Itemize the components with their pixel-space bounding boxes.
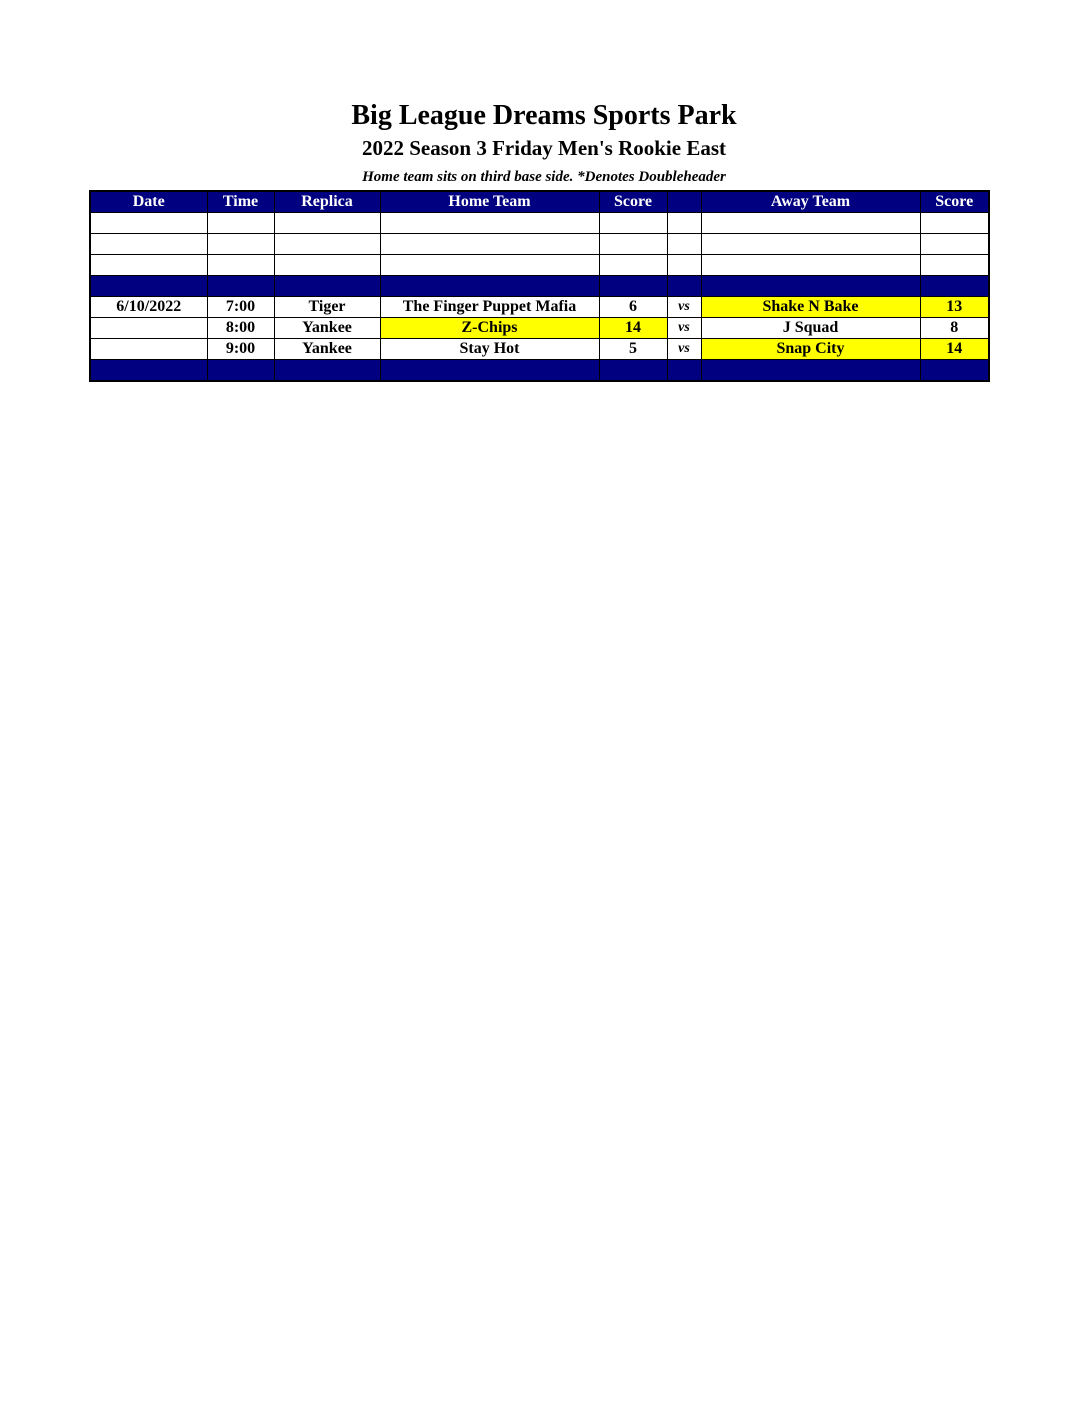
- empty-row: [90, 234, 989, 255]
- separator-row: [90, 276, 989, 297]
- empty-cell: [380, 255, 599, 276]
- empty-cell: [274, 255, 380, 276]
- empty-row: [90, 213, 989, 234]
- column-header-home-score: Score: [599, 191, 667, 213]
- game-date: [90, 318, 207, 339]
- column-header-away-score: Score: [920, 191, 989, 213]
- page-subtitle: 2022 Season 3 Friday Men's Rookie East: [361, 136, 726, 160]
- empty-cell: [920, 213, 989, 234]
- empty-cell: [667, 213, 701, 234]
- empty-cell: [599, 213, 667, 234]
- column-header-vs: [667, 191, 701, 213]
- home-score: 14: [599, 318, 667, 339]
- game-row: [90, 318, 989, 339]
- column-header-replica: Replica: [274, 191, 380, 213]
- empty-cell: [920, 234, 989, 255]
- game-time: 7:00: [207, 297, 274, 318]
- game-date: 6/10/2022: [90, 297, 207, 318]
- away-team: Shake N Bake: [701, 297, 920, 318]
- game-row: [90, 297, 989, 318]
- vs-label: vs: [667, 339, 701, 360]
- empty-cell: [701, 234, 920, 255]
- away-team: J Squad: [701, 318, 920, 339]
- game-time: 9:00: [207, 339, 274, 360]
- separator-row: [90, 360, 989, 382]
- game-replica: Yankee: [274, 318, 380, 339]
- empty-row: [90, 255, 989, 276]
- home-score: 6: [599, 297, 667, 318]
- empty-cell: [274, 234, 380, 255]
- empty-cell: [207, 255, 274, 276]
- away-team: Snap City: [701, 339, 920, 360]
- empty-cell: [380, 234, 599, 255]
- away-score: 8: [920, 318, 989, 339]
- column-header-away-team: Away Team: [701, 191, 920, 213]
- page-title: Big League Dreams Sports Park: [351, 100, 737, 131]
- home-team: Stay Hot: [380, 339, 599, 360]
- empty-cell: [701, 255, 920, 276]
- empty-cell: [701, 213, 920, 234]
- empty-cell: [667, 255, 701, 276]
- column-header-home-team: Home Team: [380, 191, 599, 213]
- away-score: 13: [920, 297, 989, 318]
- empty-cell: [90, 213, 207, 234]
- empty-cell: [667, 234, 701, 255]
- empty-cell: [207, 234, 274, 255]
- schedule-table: [89, 190, 990, 382]
- game-replica: Tiger: [274, 297, 380, 318]
- empty-cell: [599, 255, 667, 276]
- game-date: [90, 339, 207, 360]
- away-score: 14: [920, 339, 989, 360]
- empty-cell: [599, 234, 667, 255]
- home-team: The Finger Puppet Mafia: [380, 297, 599, 318]
- vs-label: vs: [667, 297, 701, 318]
- column-header-date: Date: [90, 191, 207, 213]
- empty-cell: [90, 255, 207, 276]
- vs-label: vs: [667, 318, 701, 339]
- home-team: Z-Chips: [380, 318, 599, 339]
- doubleheader-note: Home team sits on third base side. *Denotes Doubleheader: [362, 169, 726, 185]
- empty-cell: [920, 255, 989, 276]
- header-row: [90, 191, 989, 213]
- empty-cell: [380, 213, 599, 234]
- empty-cell: [207, 213, 274, 234]
- game-row: [90, 339, 989, 360]
- empty-cell: [274, 213, 380, 234]
- column-header-time: Time: [207, 191, 274, 213]
- empty-cell: [90, 234, 207, 255]
- game-replica: Yankee: [274, 339, 380, 360]
- game-time: 8:00: [207, 318, 274, 339]
- home-score: 5: [599, 339, 667, 360]
